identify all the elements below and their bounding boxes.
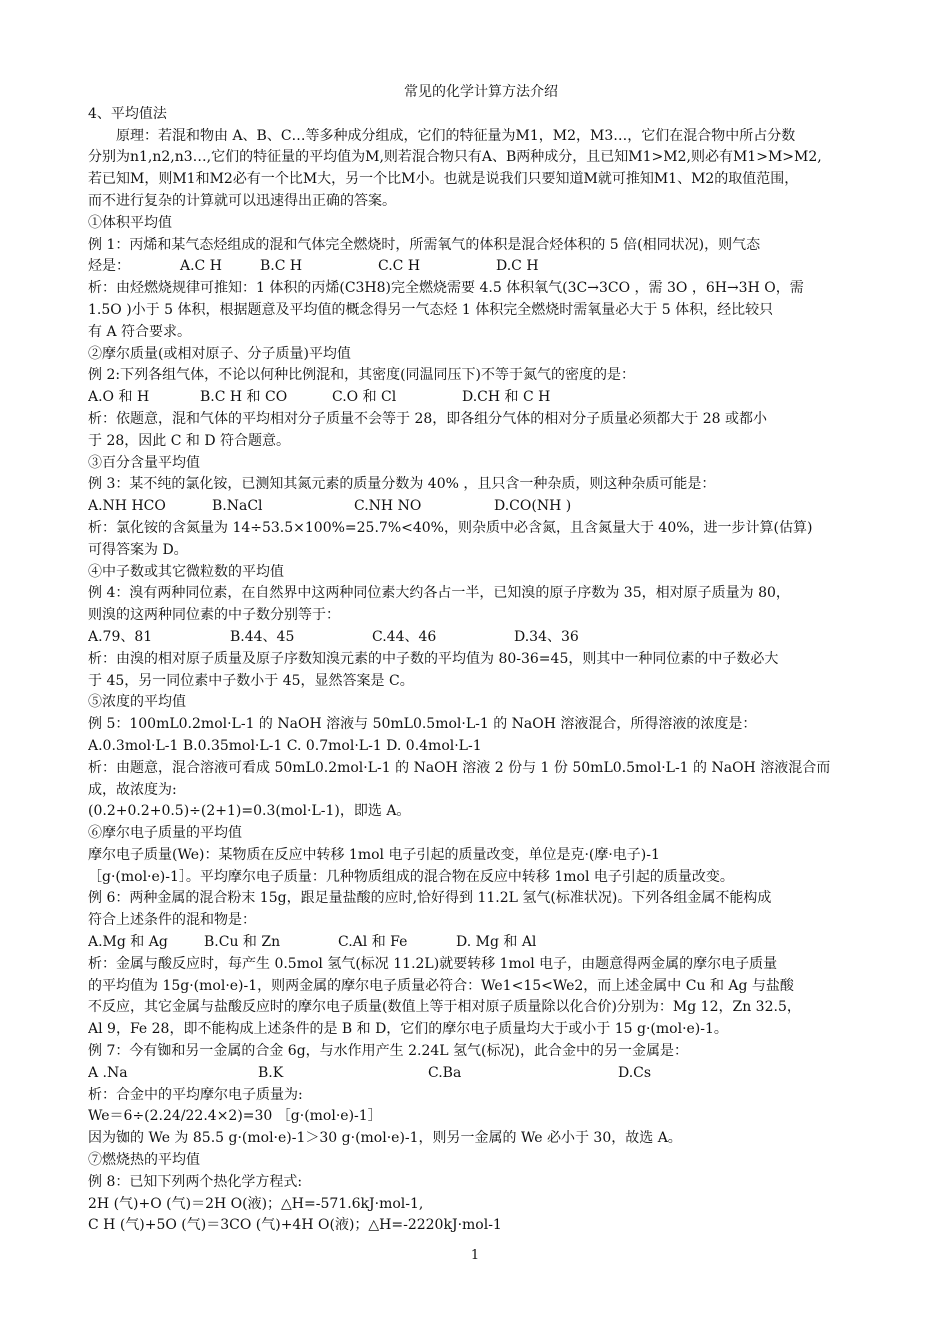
line-text: Al 9，Fe 28，即不能构成上述条件的是 B 和 D，它们的摩尔电子质量均大于或小于 15 g·(mol·e)-1。	[88, 1021, 728, 1038]
line-text: 摩尔电子质量(We)：某物质在反应中转移 1mol 电子引起的质量改变，单位是克·(摩·电子)-1	[88, 846, 660, 863]
text-line	[88, 387, 874, 409]
answer-option: A.C H	[180, 258, 222, 275]
text-line	[88, 562, 874, 584]
line-text: 则溴的这两种同位素的中子数分别等于：	[88, 607, 340, 624]
line-text: 析：依题意，混和气体的平均相对分子质量不会等于 28，即各组分气体的相对分子质量必须都大于 28 或都小	[88, 410, 767, 427]
line-text: ⑥摩尔电子质量的平均值	[88, 825, 242, 842]
line-text: ③百分含量平均值	[88, 454, 200, 471]
text-line	[88, 191, 874, 213]
line-text: 因为铷的 We 为 85.5 g·(mol·e)-1＞30 g·(mol·e)-1，则另一金属的 We 必小于 30，故选 A。	[88, 1130, 682, 1147]
document-title: 常见的化学计算方法介绍	[404, 84, 558, 100]
text-line	[88, 736, 874, 758]
answer-option: D.CO(NH )	[494, 498, 572, 515]
line-text: 析：由烃燃烧规律可推知：1 体积的丙烯(C3H8)完全燃烧需要 4.5 体积氧气(3C→3CO ，需 3O ，6H→3H O，需	[88, 280, 804, 297]
answer-option: C.Al 和 Fe	[338, 934, 408, 951]
line-text: 例 2:下列各组气体，不论以何种比例混和，其密度(同温同压下)不等于氮气的密度的是：	[88, 367, 635, 384]
text-line	[88, 627, 874, 649]
answer-option: D.C H	[496, 258, 539, 275]
answer-option: B.C H	[260, 258, 303, 275]
answer-option: C.C H	[378, 258, 421, 275]
line-text: 分别为n1,n2,n3…,它们的特征量的平均值为M,则若混合物只有A、B两种成分，且已知M1>M2,则必有M1>M>M2,	[88, 149, 822, 166]
text-line	[88, 1041, 874, 1063]
document-body	[88, 82, 874, 1237]
text-line	[88, 213, 874, 235]
text-line	[88, 976, 874, 998]
line-text: 例 6：两种金属的混合粉末 15g，跟足量盐酸的应时,恰好得到 11.2L 氢气(标准状况)。下列各组金属不能构成	[88, 890, 772, 907]
line-text: 例 5：100mL0.2mol·L-1 的 NaOH 溶液与 50mL0.5mol·L-1 的 NaOH 溶液混合，所得溶液的浓度是：	[88, 716, 757, 733]
text-line	[88, 867, 874, 889]
line-text: 析：氯化铵的含氮量为 14÷53.5×100%=25.7%<40%，则杂质中必含氮，且含氮量大于 40%，进一步计算(估算)	[88, 519, 813, 536]
text-line	[88, 300, 874, 322]
line-text: 有 A 符合要求。	[88, 323, 192, 340]
line-text: 4、平均值法	[88, 105, 167, 122]
line-text: 于 28，因此 C 和 D 符合题意。	[88, 432, 291, 449]
text-line	[88, 1106, 874, 1128]
text-line	[88, 583, 874, 605]
line-text: 析：合金中的平均摩尔电子质量为:	[88, 1086, 303, 1103]
text-line	[88, 278, 874, 300]
text-line	[88, 801, 874, 823]
text-line	[88, 365, 874, 387]
text-line	[88, 780, 874, 802]
text-line	[88, 518, 874, 540]
line-text: 烃是：	[88, 258, 130, 275]
line-text: 而不进行复杂的计算就可以迅速得出正确的答案。	[88, 192, 396, 209]
page-number: 1	[470, 1248, 480, 1263]
answer-option: C.44、46	[372, 628, 437, 645]
text-line	[88, 104, 874, 126]
line-text: 例 7：今有铷和另一金属的合金 6g，与水作用产生 2.24L 氢气(标况)，此合金中的另一金属是：	[88, 1043, 688, 1060]
text-line	[88, 147, 874, 169]
answer-option: A.Mg 和 Ag	[88, 934, 168, 951]
line-text: 析：由题意，混合溶液可看成 50mL0.2mol·L-1 的 NaOH 溶液 2 份与 1 份 50mL0.5mol·L-1 的 NaOH 溶液混合而	[88, 759, 831, 776]
line-text: A.0.3mol·L-1 B.0.35mol·L-1 C. 0.7mol·L-1 D. 0.4mol·L-1	[88, 737, 482, 754]
text-lines	[88, 104, 874, 1237]
text-line	[88, 126, 874, 148]
text-line	[88, 932, 874, 954]
line-text: 1.5O )小于 5 体积，根据题意及平均值的概念得另一气态烃 1 体积完全燃烧时需氧量必大于 5 体积，经比较只	[88, 301, 774, 318]
answer-option: A.O 和 H	[88, 389, 150, 406]
text-line	[88, 169, 874, 191]
text-line	[88, 823, 874, 845]
line-text: 例 4：溴有两种同位素，在自然界中这两种同位素大约各占一半，已知溴的原子序数为 35，相对原子质量为 80，	[88, 585, 790, 602]
text-line	[88, 714, 874, 736]
line-text: ［g·(mol·e)-1］。平均摩尔电子质量：几种物质组成的混合物在反应中转移 1mol 电子引起的质量改变。	[88, 868, 734, 885]
text-line	[88, 692, 874, 714]
answer-option: C.NH NO	[354, 498, 422, 515]
answer-option: D. Mg 和 Al	[456, 934, 537, 951]
text-line	[88, 409, 874, 431]
text-line	[88, 453, 874, 475]
line-text: ⑦燃烧热的平均值	[88, 1152, 200, 1169]
line-text: ⑤浓度的平均值	[88, 694, 186, 711]
answer-option: B.Cu 和 Zn	[204, 934, 281, 951]
line-text: 原理：若混和物由 A、B、C…等多种成分组成，它们的特征量为M1，M2，M3…，它们在混合物中所占分数	[116, 127, 796, 144]
text-line	[88, 758, 874, 780]
text-line	[88, 235, 874, 257]
answer-option: A.NH HCO	[88, 498, 166, 515]
line-text: 析：由溴的相对原子质量及原子序数知溴元素的中子数的平均值为 80-36=45，则其中一种同位素的中子数必大	[88, 650, 779, 667]
line-text: We＝6÷(2.24/22.4×2)=30 ［g·(mol·e)-1］	[88, 1108, 382, 1125]
line-text: 符合上述条件的混和物是：	[88, 912, 256, 929]
text-line	[88, 954, 874, 976]
text-line	[88, 344, 874, 366]
text-line	[88, 1215, 874, 1237]
text-line	[88, 910, 874, 932]
answer-option: B.44、45	[230, 628, 295, 645]
line-text: 例 3：某不纯的氯化铵，已测知其氮元素的质量分数为 40% ，且只含一种杂质，则这种杂质可能是：	[88, 476, 716, 493]
answer-option: B.C H 和 CO	[200, 389, 288, 406]
text-line	[88, 1019, 874, 1041]
text-line	[88, 649, 874, 671]
answer-option: D.34、36	[514, 628, 579, 645]
text-line	[88, 496, 874, 518]
line-text: C H (气)+5O (气)＝3CO (气)+4H O(液)；△H=-2220kJ·mol-1	[88, 1217, 502, 1234]
line-text: 不反应，其它金属与盐酸反应时的摩尔电子质量(数值上等于相对原子质量除以化合价)分别为：Mg 12，Zn 32.5，	[88, 999, 801, 1016]
text-line	[88, 1194, 874, 1216]
text-line	[88, 431, 874, 453]
text-line	[88, 888, 874, 910]
line-text: 成，故浓度为:	[88, 781, 177, 798]
line-text: 可得答案为 D。	[88, 541, 188, 558]
line-text: 例 1：丙烯和某气态烃组成的混和气体完全燃烧时，所需氧气的体积是混合烃体积的 5 倍(相同状况)，则气态	[88, 236, 761, 253]
answer-option: B.K	[258, 1064, 284, 1081]
text-line	[88, 1063, 874, 1085]
answer-option: A .Na	[88, 1064, 128, 1081]
text-line	[88, 1128, 874, 1150]
answer-option: C.O 和 Cl	[332, 389, 397, 406]
answer-option: C.Ba	[428, 1064, 462, 1081]
answer-option: A.79、81	[88, 628, 153, 645]
line-text: 例 8：已知下列两个热化学方程式:	[88, 1173, 303, 1190]
text-line	[88, 845, 874, 867]
line-text: 于 45，另一同位素中子数小于 45，显然答案是 C。	[88, 672, 414, 689]
text-line	[88, 997, 874, 1019]
line-text: ②摩尔质量(或相对原子、分子质量)平均值	[88, 345, 351, 362]
text-line	[88, 1172, 874, 1194]
line-text: ④中子数或其它微粒数的平均值	[88, 563, 284, 580]
text-line	[88, 540, 874, 562]
text-line	[88, 256, 874, 278]
text-line	[88, 1085, 874, 1107]
line-text: (0.2+0.2+0.5)÷(2+1)=0.3(mol·L-1)，即选 A。	[88, 803, 411, 820]
answer-option: B.NaCl	[212, 498, 263, 515]
answer-option: D.CH 和 C H	[462, 389, 551, 406]
text-line	[88, 605, 874, 627]
line-text: ①体积平均值	[88, 214, 172, 231]
line-text: 的平均值为 15g·(mol·e)-1，则两金属的摩尔电子质量必符合：We1<15<We2，而上述金属中 Cu 和 Ag 与盐酸	[88, 977, 794, 994]
line-text: 2H (气)+O (气)＝2H O(液)；△H=-571.6kJ·mol-1,	[88, 1195, 424, 1212]
line-text: 析：金属与酸反应时，每产生 0.5mol 氢气(标况 11.2L)就要转移 1mol 电子，由题意得两金属的摩尔电子质量	[88, 955, 778, 972]
text-line	[88, 474, 874, 496]
text-line	[88, 1150, 874, 1172]
line-text: 若已知M，则M1和M2必有一个比M大，另一个比M小。也就是说我们只要知道M就可推知M1、M2的取值范围，	[88, 171, 799, 188]
text-line	[88, 671, 874, 693]
text-line	[88, 322, 874, 344]
answer-option: D.Cs	[618, 1064, 652, 1081]
